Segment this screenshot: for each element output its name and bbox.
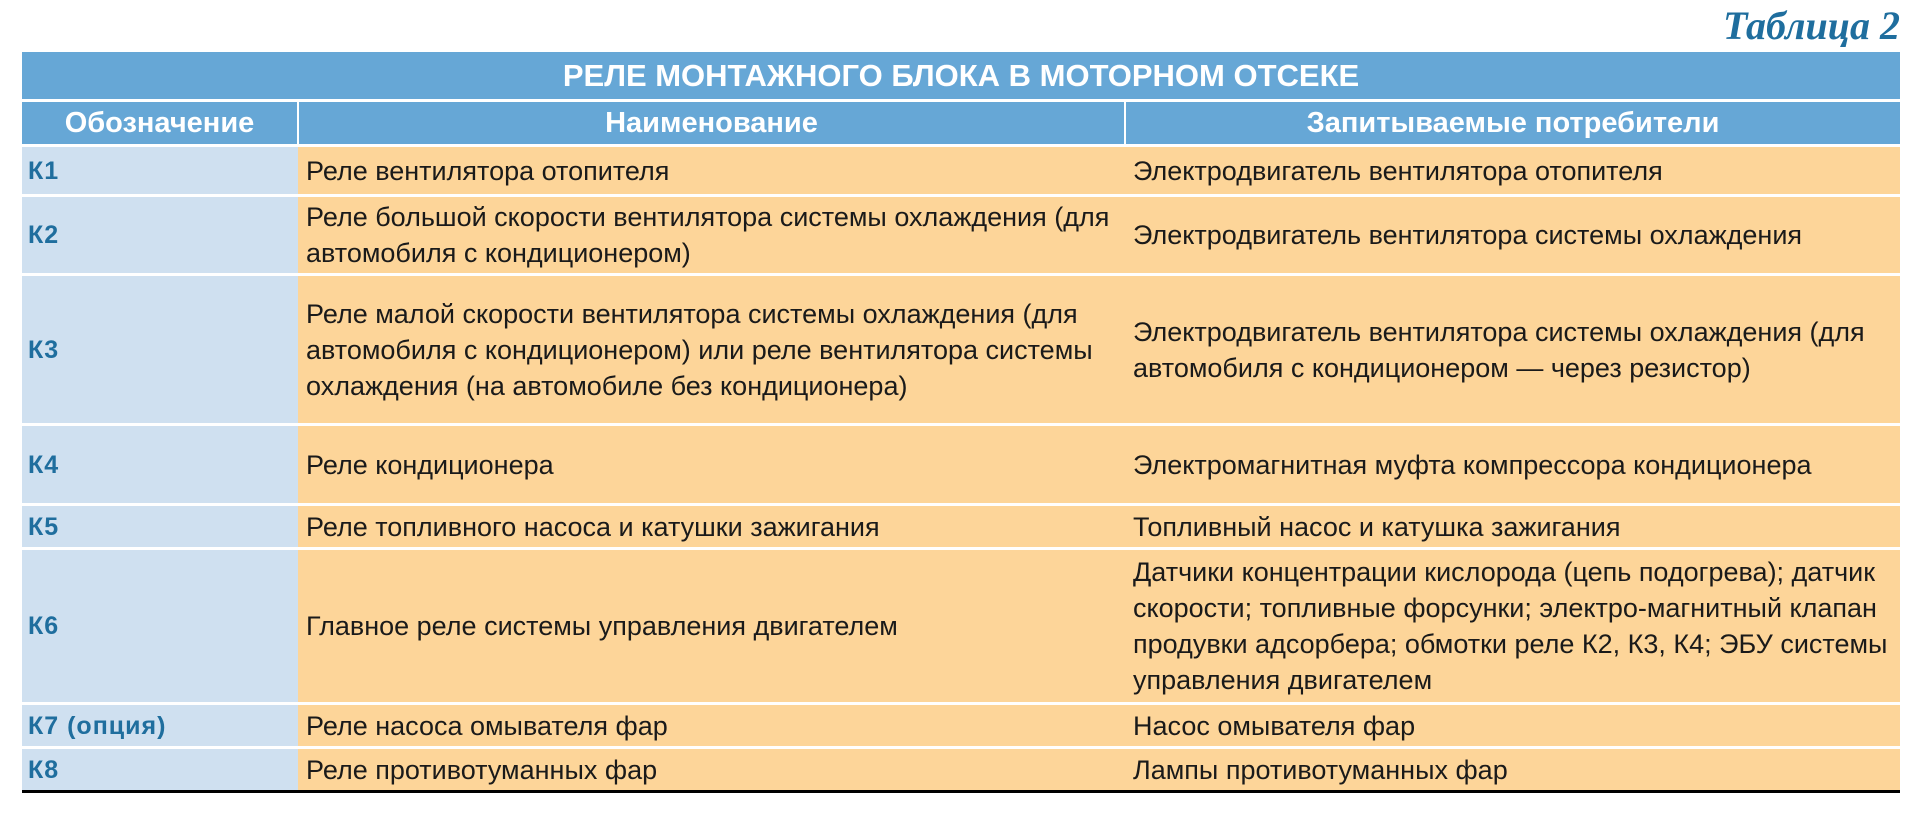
table-row bbox=[22, 505, 1900, 549]
row-name: Реле противотуманных фар bbox=[298, 748, 1125, 792]
table-row bbox=[22, 275, 1900, 425]
table-row bbox=[22, 425, 1900, 505]
row-code: К2 bbox=[22, 196, 298, 275]
relay-table-container bbox=[22, 52, 1900, 793]
header-name: Наименование bbox=[298, 101, 1125, 146]
row-code: К1 bbox=[22, 146, 298, 196]
row-consumers: Электродвигатель вентилятора системы охлаждения (для автомобиля с кондиционером — через резистор) bbox=[1125, 275, 1900, 425]
row-name: Реле малой скорости вентилятора системы охлаждения (для автомобиля с кондиционером) или реле вентилятора системы охлаждения (на автомобиле без кондиционера) bbox=[298, 275, 1125, 425]
row-code: К5 bbox=[22, 505, 298, 549]
row-consumers: Насос омывателя фар bbox=[1125, 704, 1900, 748]
row-code: К3 bbox=[22, 275, 298, 425]
table-row bbox=[22, 704, 1900, 748]
row-name: Реле топливного насоса и катушки зажигания bbox=[298, 505, 1125, 549]
table-row bbox=[22, 549, 1900, 704]
row-code: К8 bbox=[22, 748, 298, 792]
row-consumers: Электродвигатель вентилятора отопителя bbox=[1125, 146, 1900, 196]
header-consumers: Запитываемые потребители bbox=[1125, 101, 1900, 146]
row-consumers: Топливный насос и катушка зажигания bbox=[1125, 505, 1900, 549]
header-designation: Обозначение bbox=[22, 101, 298, 146]
row-name: Реле кондиционера bbox=[298, 425, 1125, 505]
row-consumers: Электродвигатель вентилятора системы охлаждения bbox=[1125, 196, 1900, 275]
row-name: Реле насоса омывателя фар bbox=[298, 704, 1125, 748]
row-consumers: Датчики концентрации кислорода (цепь подогрева); датчик скорости; топливные форсунки; электро-магнитный клапан продувки адсорбера; обмотки реле К2, К3, К4; ЭБУ системы управления двигателем bbox=[1125, 549, 1900, 704]
row-code: К6 bbox=[22, 549, 298, 704]
row-name: Главное реле системы управления двигателем bbox=[298, 549, 1125, 704]
row-code: К7 (опция) bbox=[22, 704, 298, 748]
table-row bbox=[22, 146, 1900, 196]
table-title: РЕЛЕ МОНТАЖНОГО БЛОКА В МОТОРНОМ ОТСЕКЕ bbox=[22, 52, 1900, 101]
row-name: Реле большой скорости вентилятора системы охлаждения (для автомобиля с кондиционером) bbox=[298, 196, 1125, 275]
table-row bbox=[22, 748, 1900, 792]
row-consumers: Лампы противотуманных фар bbox=[1125, 748, 1900, 792]
row-code: К4 bbox=[22, 425, 298, 505]
table-row bbox=[22, 196, 1900, 275]
table-caption: Таблица 2 bbox=[1723, 3, 1900, 48]
row-consumers: Электромагнитная муфта компрессора кондиционера bbox=[1125, 425, 1900, 505]
row-name: Реле вентилятора отопителя bbox=[298, 146, 1125, 196]
relay-table bbox=[22, 52, 1900, 793]
